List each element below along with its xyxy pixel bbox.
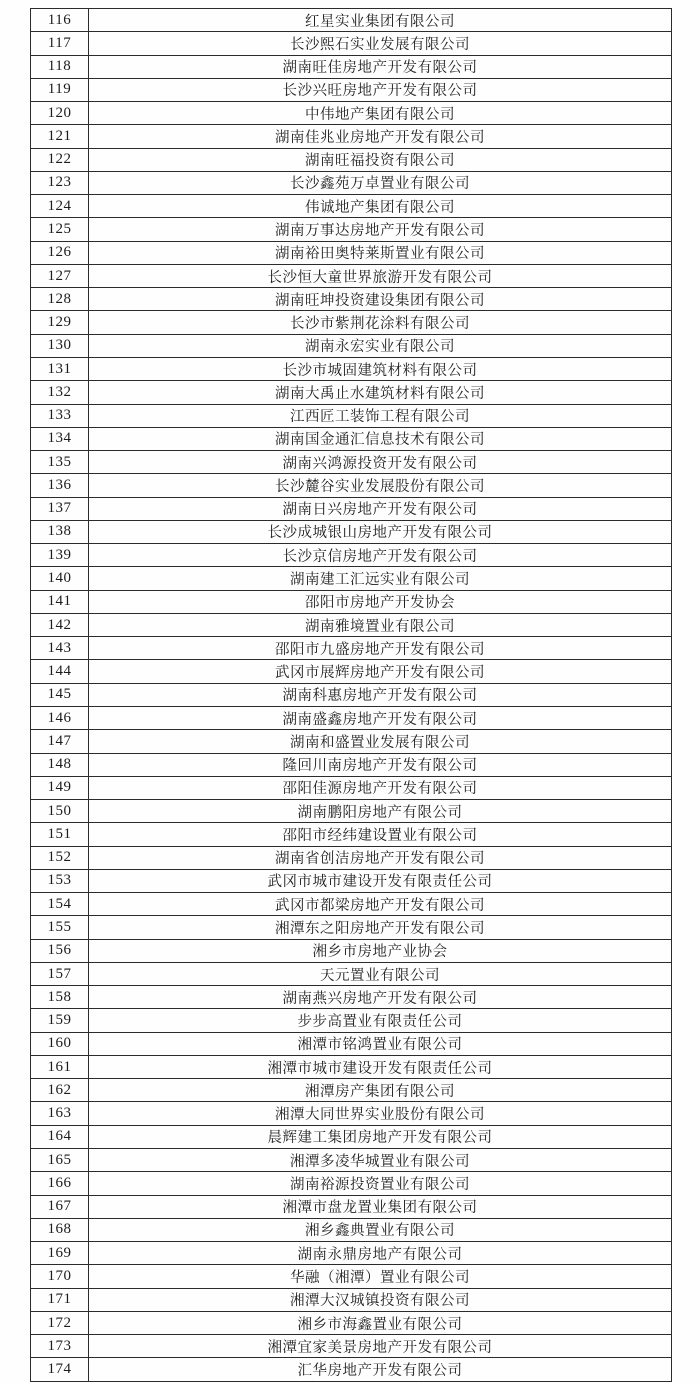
row-number-cell: 119 <box>31 78 89 101</box>
table-row <box>31 474 672 497</box>
row-number-cell: 162 <box>31 1079 89 1102</box>
table-row <box>31 1218 672 1241</box>
row-number-cell: 132 <box>31 381 89 404</box>
row-number-cell: 133 <box>31 404 89 427</box>
table-row <box>31 1358 672 1381</box>
company-name-cell: 邵阳佳源房地产开发有限公司 <box>89 776 672 799</box>
row-number-cell: 151 <box>31 823 89 846</box>
table-row <box>31 1102 672 1125</box>
table-row <box>31 357 672 380</box>
company-name-cell: 长沙市城固建筑材料有限公司 <box>89 357 672 380</box>
company-name-cell: 湖南旺福投资有限公司 <box>89 148 672 171</box>
company-name-cell: 湖南雅境置业有限公司 <box>89 613 672 636</box>
table-row <box>31 241 672 264</box>
company-name-cell: 武冈市都梁房地产开发有限公司 <box>89 893 672 916</box>
company-name-cell: 湖南日兴房地产开发有限公司 <box>89 497 672 520</box>
company-name-cell: 中伟地产集团有限公司 <box>89 102 672 125</box>
company-name-cell: 湖南佳兆业房地产开发有限公司 <box>89 125 672 148</box>
table-row <box>31 567 672 590</box>
table-row <box>31 613 672 636</box>
row-number-cell: 144 <box>31 660 89 683</box>
company-name-cell: 湖南万事达房地产开发有限公司 <box>89 218 672 241</box>
table-row <box>31 660 672 683</box>
company-name-cell: 长沙麓谷实业发展股份有限公司 <box>89 474 672 497</box>
table-row <box>31 1335 672 1358</box>
company-name-cell: 湖南鹏阳房地产有限公司 <box>89 800 672 823</box>
company-name-cell: 武冈市城市建设开发有限责任公司 <box>89 869 672 892</box>
table-row <box>31 404 672 427</box>
table-row <box>31 32 672 55</box>
row-number-cell: 146 <box>31 706 89 729</box>
row-number-cell: 130 <box>31 334 89 357</box>
company-name-cell: 湖南永宏实业有限公司 <box>89 334 672 357</box>
company-name-cell: 湘乡市房地产业协会 <box>89 939 672 962</box>
company-name-cell: 湖南科惠房地产开发有限公司 <box>89 683 672 706</box>
row-number-cell: 170 <box>31 1265 89 1288</box>
company-table-body <box>31 9 672 1382</box>
row-number-cell: 165 <box>31 1149 89 1172</box>
table-row <box>31 334 672 357</box>
row-number-cell: 138 <box>31 520 89 543</box>
company-name-cell: 步步高置业有限责任公司 <box>89 1009 672 1032</box>
row-number-cell: 161 <box>31 1055 89 1078</box>
company-name-cell: 湖南旺佳房地产开发有限公司 <box>89 55 672 78</box>
company-name-cell: 湘潭大汉城镇投资有限公司 <box>89 1288 672 1311</box>
company-name-cell: 邵阳市九盛房地产开发有限公司 <box>89 637 672 660</box>
table-row <box>31 800 672 823</box>
table-row <box>31 218 672 241</box>
table-row <box>31 730 672 753</box>
table-row <box>31 1311 672 1334</box>
company-name-cell: 湘潭东之阳房地产开发有限公司 <box>89 916 672 939</box>
row-number-cell: 168 <box>31 1218 89 1241</box>
table-row <box>31 1032 672 1055</box>
company-name-cell: 长沙市紫荆花涂料有限公司 <box>89 311 672 334</box>
table-row <box>31 683 672 706</box>
row-number-cell: 137 <box>31 497 89 520</box>
company-name-cell: 湘潭多凌华城置业有限公司 <box>89 1149 672 1172</box>
row-number-cell: 124 <box>31 195 89 218</box>
table-row <box>31 125 672 148</box>
table-row <box>31 846 672 869</box>
row-number-cell: 136 <box>31 474 89 497</box>
row-number-cell: 164 <box>31 1125 89 1148</box>
company-name-cell: 长沙鑫苑万卓置业有限公司 <box>89 171 672 194</box>
company-name-cell: 湘潭宜家美景房地产开发有限公司 <box>89 1335 672 1358</box>
company-name-cell: 湖南裕田奥特莱斯置业有限公司 <box>89 241 672 264</box>
row-number-cell: 158 <box>31 986 89 1009</box>
row-number-cell: 163 <box>31 1102 89 1125</box>
row-number-cell: 173 <box>31 1335 89 1358</box>
company-name-cell: 天元置业有限公司 <box>89 962 672 985</box>
table-row <box>31 1149 672 1172</box>
row-number-cell: 169 <box>31 1242 89 1265</box>
table-row <box>31 381 672 404</box>
company-name-cell: 江西匠工装饰工程有限公司 <box>89 404 672 427</box>
row-number-cell: 122 <box>31 148 89 171</box>
table-row <box>31 590 672 613</box>
row-number-cell: 123 <box>31 171 89 194</box>
row-number-cell: 143 <box>31 637 89 660</box>
company-name-cell: 邵阳市房地产开发协会 <box>89 590 672 613</box>
row-number-cell: 149 <box>31 776 89 799</box>
company-name-cell: 湖南大禹止水建筑材料有限公司 <box>89 381 672 404</box>
company-name-cell: 湘潭市盘龙置业集团有限公司 <box>89 1195 672 1218</box>
row-number-cell: 152 <box>31 846 89 869</box>
company-name-cell: 邵阳市经纬建设置业有限公司 <box>89 823 672 846</box>
company-name-cell: 长沙恒大童世界旅游开发有限公司 <box>89 264 672 287</box>
row-number-cell: 116 <box>31 9 89 32</box>
company-name-cell: 晨辉建工集团房地产开发有限公司 <box>89 1125 672 1148</box>
row-number-cell: 159 <box>31 1009 89 1032</box>
company-name-cell: 华融（湘潭）置业有限公司 <box>89 1265 672 1288</box>
row-number-cell: 134 <box>31 427 89 450</box>
row-number-cell: 131 <box>31 357 89 380</box>
row-number-cell: 150 <box>31 800 89 823</box>
company-name-cell: 湘乡市海鑫置业有限公司 <box>89 1311 672 1334</box>
table-row <box>31 427 672 450</box>
table-row <box>31 939 672 962</box>
company-name-cell: 隆回川南房地产开发有限公司 <box>89 753 672 776</box>
company-name-cell: 湖南省创洁房地产开发有限公司 <box>89 846 672 869</box>
row-number-cell: 160 <box>31 1032 89 1055</box>
table-row <box>31 497 672 520</box>
company-name-cell: 长沙兴旺房地产开发有限公司 <box>89 78 672 101</box>
table-row <box>31 1195 672 1218</box>
row-number-cell: 139 <box>31 544 89 567</box>
company-name-cell: 湖南盛鑫房地产开发有限公司 <box>89 706 672 729</box>
table-row <box>31 1242 672 1265</box>
row-number-cell: 174 <box>31 1358 89 1381</box>
table-row <box>31 1265 672 1288</box>
row-number-cell: 153 <box>31 869 89 892</box>
company-name-cell: 湘潭房产集团有限公司 <box>89 1079 672 1102</box>
table-row <box>31 9 672 32</box>
company-name-cell: 湖南旺坤投资建设集团有限公司 <box>89 288 672 311</box>
row-number-cell: 145 <box>31 683 89 706</box>
company-name-cell: 长沙成城银山房地产开发有限公司 <box>89 520 672 543</box>
table-row <box>31 706 672 729</box>
company-name-cell: 长沙京信房地产开发有限公司 <box>89 544 672 567</box>
row-number-cell: 129 <box>31 311 89 334</box>
company-name-cell: 长沙熙石实业发展有限公司 <box>89 32 672 55</box>
table-row <box>31 1055 672 1078</box>
table-row <box>31 1172 672 1195</box>
company-name-cell: 湘潭大同世界实业股份有限公司 <box>89 1102 672 1125</box>
company-name-cell: 伟诚地产集团有限公司 <box>89 195 672 218</box>
table-row <box>31 148 672 171</box>
table-row <box>31 776 672 799</box>
company-name-cell: 汇华房地产开发有限公司 <box>89 1358 672 1381</box>
row-number-cell: 147 <box>31 730 89 753</box>
row-number-cell: 118 <box>31 55 89 78</box>
row-number-cell: 154 <box>31 893 89 916</box>
row-number-cell: 125 <box>31 218 89 241</box>
company-name-cell: 湖南和盛置业发展有限公司 <box>89 730 672 753</box>
table-row <box>31 1125 672 1148</box>
table-row <box>31 195 672 218</box>
row-number-cell: 135 <box>31 451 89 474</box>
table-row <box>31 962 672 985</box>
table-row <box>31 171 672 194</box>
company-name-cell: 武冈市展辉房地产开发有限公司 <box>89 660 672 683</box>
row-number-cell: 121 <box>31 125 89 148</box>
table-row <box>31 1009 672 1032</box>
table-row <box>31 1288 672 1311</box>
row-number-cell: 127 <box>31 264 89 287</box>
row-number-cell: 171 <box>31 1288 89 1311</box>
row-number-cell: 126 <box>31 241 89 264</box>
row-number-cell: 155 <box>31 916 89 939</box>
row-number-cell: 166 <box>31 1172 89 1195</box>
table-row <box>31 288 672 311</box>
company-name-cell: 湘乡鑫典置业有限公司 <box>89 1218 672 1241</box>
company-name-cell: 湖南兴鸿源投资开发有限公司 <box>89 451 672 474</box>
table-row <box>31 916 672 939</box>
table-row <box>31 451 672 474</box>
company-name-cell: 湖南国金通汇信息技术有限公司 <box>89 427 672 450</box>
row-number-cell: 128 <box>31 288 89 311</box>
row-number-cell: 120 <box>31 102 89 125</box>
table-row <box>31 544 672 567</box>
row-number-cell: 156 <box>31 939 89 962</box>
table-row <box>31 893 672 916</box>
table-row <box>31 55 672 78</box>
company-name-cell: 湖南燕兴房地产开发有限公司 <box>89 986 672 1009</box>
row-number-cell: 167 <box>31 1195 89 1218</box>
table-row <box>31 986 672 1009</box>
company-name-cell: 湘潭市城市建设开发有限责任公司 <box>89 1055 672 1078</box>
table-row <box>31 1079 672 1102</box>
row-number-cell: 172 <box>31 1311 89 1334</box>
company-list-table <box>30 8 672 1382</box>
row-number-cell: 141 <box>31 590 89 613</box>
company-name-cell: 湖南裕源投资置业有限公司 <box>89 1172 672 1195</box>
row-number-cell: 142 <box>31 613 89 636</box>
row-number-cell: 148 <box>31 753 89 776</box>
company-name-cell: 湘潭市铭鸿置业有限公司 <box>89 1032 672 1055</box>
company-name-cell: 湖南永鼎房地产有限公司 <box>89 1242 672 1265</box>
company-name-cell: 湖南建工汇远实业有限公司 <box>89 567 672 590</box>
row-number-cell: 157 <box>31 962 89 985</box>
table-row <box>31 869 672 892</box>
table-row <box>31 264 672 287</box>
table-row <box>31 637 672 660</box>
table-row <box>31 753 672 776</box>
table-row <box>31 311 672 334</box>
row-number-cell: 117 <box>31 32 89 55</box>
row-number-cell: 140 <box>31 567 89 590</box>
table-row <box>31 102 672 125</box>
company-name-cell: 红星实业集团有限公司 <box>89 9 672 32</box>
table-row <box>31 78 672 101</box>
table-row <box>31 520 672 543</box>
table-row <box>31 823 672 846</box>
